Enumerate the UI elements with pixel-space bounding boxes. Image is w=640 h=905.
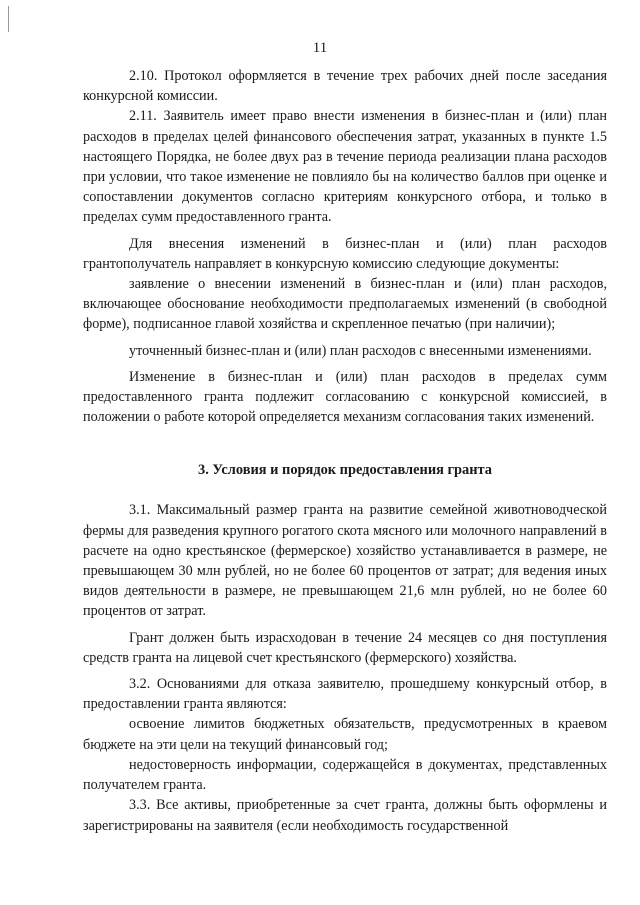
paragraph-updated-plan-item: уточненный бизнес-план и (или) план расходов с внесенными изменениями. [129,342,592,359]
page-number: 11 [312,40,328,56]
document-body [83,66,607,836]
paragraph-approval: Изменение в бизнес-план и (или) план расходов в пределах сумм предоставленного гранта подлежит согласованию с конкурсной комиссией, в положении о работе которой определяется механизм согласования таких изменений. [83,368,607,426]
paragraph-2-10: 2.10. Протокол оформляется в течение трех рабочих дней после заседания конкурсной комиссии. [83,68,607,105]
paragraph-application-item: заявление о внесении изменений в бизнес-план и (или) план расходов, включающее обоснование необходимости предполагаемых изменений (в свободной форме), подписанное главой хозяйства и скрепленное печатью (при наличии); [83,276,607,333]
paragraph-3-3: 3.3. Все активы, приобретенные за счет гранта, должны быть оформлены и зарегистрированы на заявителя (если необходимость государственной [83,797,607,834]
paragraph-unreliable-item: недостоверность информации, содержащейся в документах, представленных получателем гранта. [83,756,607,794]
paragraph-grant-term: Грант должен быть израсходован в течение 24 месяцев со дня поступления средств гранта на лицевой счет крестьянского (фермерского) хозяйства. [83,629,607,666]
paragraph-3-1: 3.1. Максимальный размер гранта на развитие семейной животноводческой фермы для разведения крупного рогатого скота мясного или молочного направлений в расчете на одно крестьянское (фермерское) хозяйство устанавливается в размере, не превышающем 30 млн рублей, но не более 60 процентов от затрат; для ведения иных видов деятельности в размере, не превышающем 21,6 млн рублей, но не более 60 процентов от затрат. [83,502,607,620]
scan-edge-mark [8,6,9,32]
paragraph-2-11: 2.11. Заявитель имеет право внести изменения в бизнес-план и (или) план расходов в пределах целей финансового обеспечения затрат, указанных в пункте 1.5 настоящего Порядка, не более двух раз в течение периода реализации плана расходов при условии, что такое изменение не повлияло бы на количество баллов при оценке и сопоставлении документов согласно критериям конкурсного отбора, и только в пределах сумм предоставленного гранта. [83,108,607,226]
section-heading: 3. Условия и порядок предоставления гранта [198,462,492,479]
paragraph-3-2: 3.2. Основаниями для отказа заявителю, прошедшему конкурсный отбор, в предоставлении гранта являются: [83,676,607,713]
paragraph-changes-intro: Для внесения изменений в бизнес-план и (или) план расходов грантополучатель направляет в конкурсную комиссию следующие документы: [83,235,607,272]
paragraph-limits-item: освоение лимитов бюджетных обязательств, предусмотренных в краевом бюджете на эти цели на текущий финансовый год; [83,716,607,753]
